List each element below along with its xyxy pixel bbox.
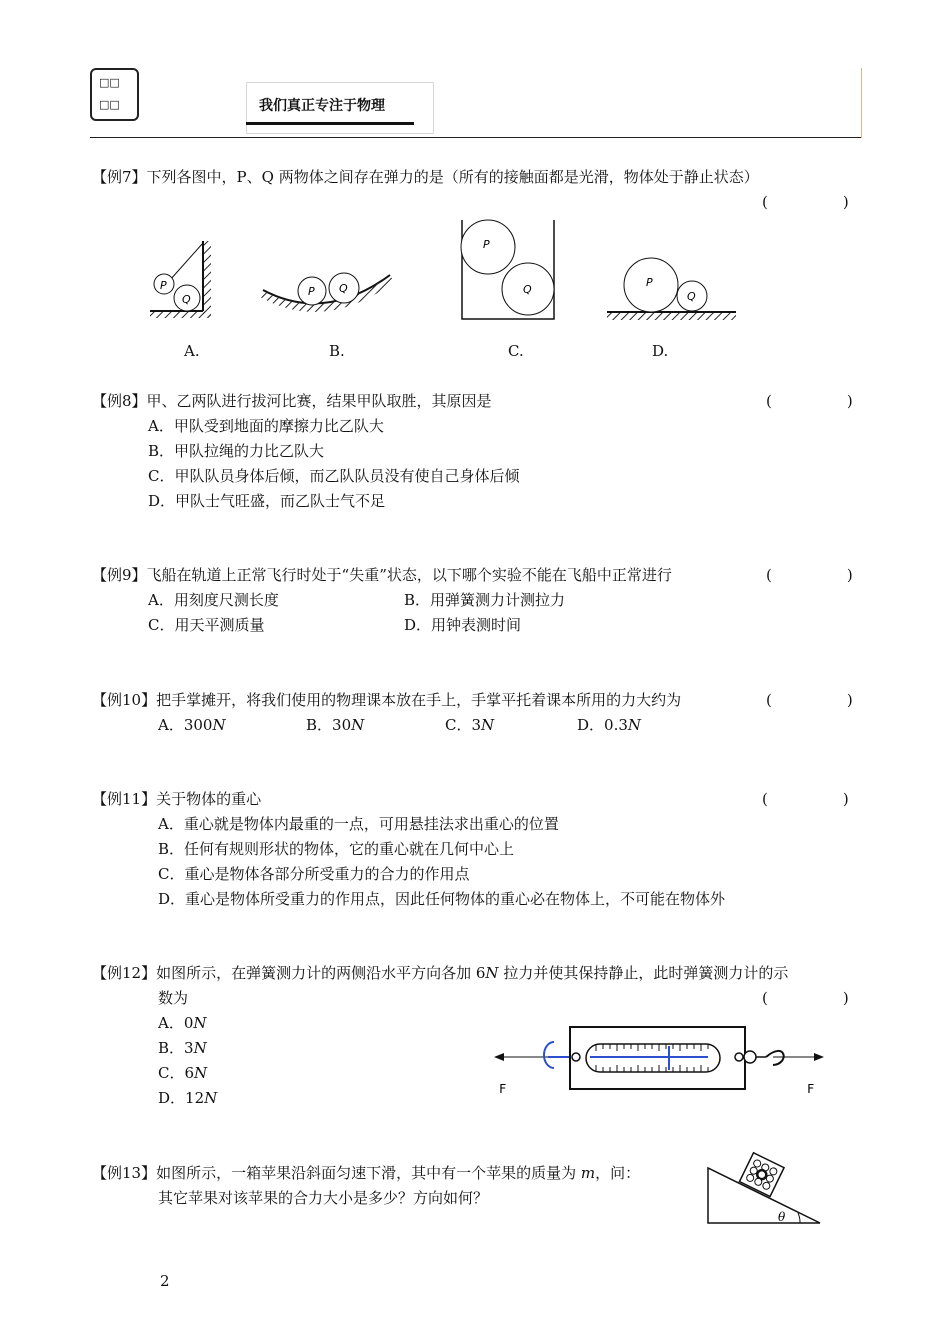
q9-label: 【例9】 (92, 566, 147, 584)
force-left-label: F (499, 1082, 507, 1096)
q11-label: 【例11】 (92, 790, 157, 808)
page-number: 2 (160, 1272, 170, 1290)
q11-option-c: C．重心是物体各部分所受重力的合力的作用点 (158, 865, 470, 883)
q7-stem (92, 167, 759, 187)
angle-label: θ (778, 1210, 786, 1224)
slogan-underline (246, 122, 414, 125)
logo-text-1: □□ (99, 76, 120, 89)
q11-text: 关于物体的重心 (156, 790, 262, 808)
q13-label: 【例13】 (92, 1164, 157, 1182)
q8-answer-blank: ( ) (766, 392, 853, 410)
logo-box (90, 68, 139, 121)
q8-option-d: D．甲队士气旺盛，而乙队士气不足 (148, 492, 386, 510)
figure-c (461, 220, 554, 319)
q11-option-a: A．重心就是物体内最重的一点，可用悬挂法求出重心的位置 (158, 815, 559, 833)
fig-d-label-p: P (646, 276, 653, 289)
q9-stem (92, 565, 672, 585)
figure-b (260, 273, 394, 312)
fig-a-label-q: Q (182, 293, 191, 306)
q10-stem (92, 690, 681, 710)
figure-a (150, 241, 211, 318)
fig-c-label-q: Q (523, 283, 532, 296)
q9-option-d: D．用钟表测时间 (404, 616, 522, 634)
header-rule (90, 137, 862, 138)
q10-text: 把手掌摊开，将我们使用的物理课本放在手上，手掌平托着课本所用的力大约为 (156, 691, 682, 709)
q11-option-b: B．任何有规则形状的物体，它的重心就在几何中心上 (158, 840, 515, 858)
q9-option-c: C．用天平测质量 (148, 616, 265, 634)
fig-b-label-p: P (308, 285, 315, 298)
q7-label: 【例7】 (92, 168, 147, 186)
q10-option-a: A．300N (158, 716, 226, 734)
q11-option-d: D．重心是物体所受重力的作用点，因此任何物体的重心必在物体上，不可能在物体外 (158, 890, 726, 908)
q9-text: 飞船在轨道上正常飞行时处于“失重”状态，以下哪个实验不能在飞船中正常进行 (146, 566, 672, 584)
spring-scale-figure (490, 1020, 830, 1100)
logo-text-2: □□ (99, 98, 120, 111)
q7-option-b: B. (329, 342, 345, 360)
q7-answer-blank: ( ) (762, 193, 849, 211)
incline-figure (700, 1148, 826, 1228)
q9-option-b: B．用弹簧测力计测拉力 (404, 591, 566, 609)
q7-option-c: C. (508, 342, 524, 360)
figure-d (607, 258, 736, 320)
fig-b-label-q: Q (339, 282, 348, 295)
q8-option-b: B．甲队拉绳的力比乙队大 (148, 442, 325, 460)
q8-label: 【例8】 (92, 392, 147, 410)
q7-option-a: A. (184, 342, 200, 360)
q7-option-d: D. (652, 342, 669, 360)
q12-stem: 【例12】如图所示，在弹簧测力计的两侧沿水平方向各加 6N 拉力并使其保持静止，此时弹簧测力计的示 (92, 964, 789, 982)
q9-answer-blank: ( ) (766, 566, 853, 584)
q13-stem: 【例13】如图所示，一箱苹果沿斜面匀速下滑，其中有一个苹果的质量为 m，问： (92, 1164, 641, 1182)
slogan: 我们真正专注于物理 (259, 98, 385, 114)
q10-label: 【例10】 (92, 691, 157, 709)
q11-answer-blank: ( ) (762, 790, 849, 808)
q9-option-a: A．用刻度尺测长度 (148, 591, 279, 609)
q13-stem-line2: 其它苹果对该苹果的合力大小是多少？方向如何？ (158, 1189, 489, 1207)
q8-option-a: A．甲队受到地面的摩擦力比乙队大 (148, 417, 384, 435)
q10-answer-blank: ( ) (766, 691, 853, 709)
q10-option-b: B．30N (306, 716, 365, 734)
fig-a-label-p: P (160, 279, 167, 292)
q12-answer-blank: ( ) (762, 989, 849, 1007)
q12-option-b: B．3N (158, 1039, 207, 1057)
q8-option-c: C．甲队队员身体后倾，而乙队队员没有使自己身体后倾 (148, 467, 520, 485)
header-side-rule (861, 68, 862, 138)
q8-text: 甲、乙两队进行拔河比赛，结果甲队取胜，其原因是 (146, 392, 492, 410)
q10-option-d: D．0.3N (577, 716, 642, 734)
q12-label: 【例12】 (92, 964, 157, 982)
q7-text: 下列各图中，P、Q 两物体之间存在弹力的是（所有的接触面都是光滑，物体处于静止状态） (146, 168, 759, 186)
fig-d-label-q: Q (687, 290, 696, 303)
force-right-label: F (807, 1082, 815, 1096)
q7-figures (140, 215, 760, 330)
q12-stem-line2: 数为 (158, 989, 189, 1007)
q12-option-c: C．6N (158, 1064, 208, 1082)
q10-option-c: C．3N (445, 716, 495, 734)
fig-c-label-p: P (483, 238, 490, 251)
q8-stem (92, 391, 492, 411)
q11-stem (92, 789, 261, 809)
q12-option-d: D．12N (158, 1089, 218, 1107)
q12-option-a: A．0N (158, 1014, 207, 1032)
